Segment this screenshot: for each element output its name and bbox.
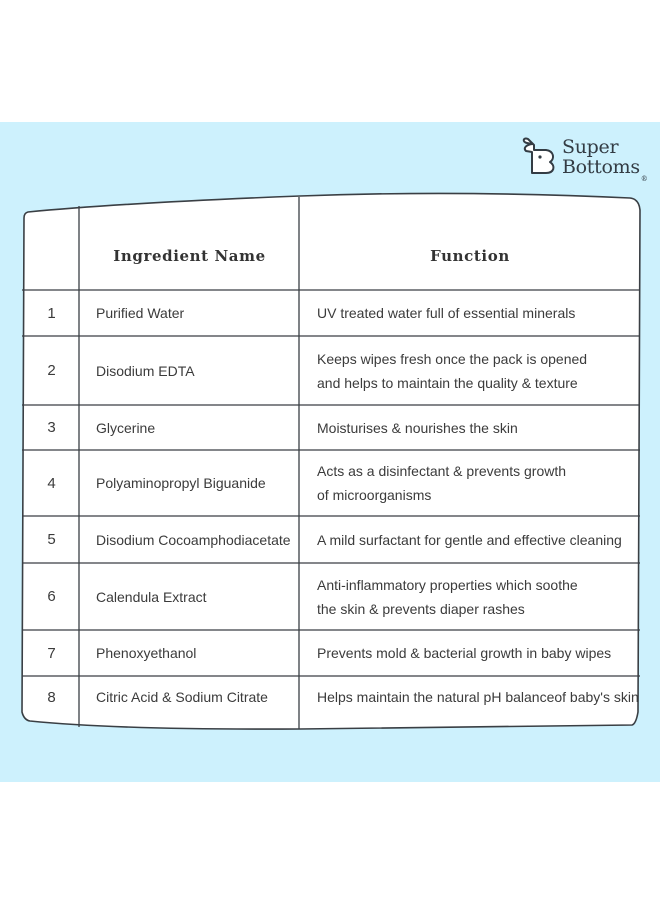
- ingredient-function: [300, 405, 640, 450]
- function-line: Prevents mold & bacterial growth in baby wipes: [317, 645, 612, 661]
- function-line: the skin & prevents diaper rashes: [317, 600, 525, 617]
- row-number: 5: [47, 531, 56, 548]
- brand-name-line2: Bottoms®: [562, 156, 648, 183]
- registered-mark: ®: [640, 175, 648, 183]
- function-line: Anti-inflammatory properties which soothe: [317, 576, 578, 593]
- ingredient-function: [300, 516, 640, 563]
- header-function: Function: [430, 247, 510, 265]
- brand-name-line1: Super: [562, 136, 619, 158]
- row-number: 8: [47, 688, 56, 706]
- ingredient-function: [300, 290, 640, 336]
- ingredient-name: Purified Water: [96, 305, 185, 321]
- ingredient-name: Phenoxyethanol: [96, 645, 197, 661]
- row-number: 3: [47, 419, 56, 436]
- function-line: A mild surfactant for gentle and effective cleaning: [317, 531, 622, 548]
- ingredient-name: Glycerine: [96, 419, 156, 436]
- ingredient-name: Calendula Extract: [96, 588, 207, 605]
- ingredient-function: [300, 563, 640, 630]
- row-number: 7: [47, 644, 56, 662]
- ingredient-function: [300, 336, 640, 405]
- ingredient-name: Disodium EDTA: [96, 362, 195, 379]
- ingredient-name: Citric Acid & Sodium Citrate: [96, 689, 268, 705]
- row-number: 6: [47, 588, 56, 605]
- header-number: [24, 210, 79, 290]
- ingredient-name: Disodium Cocoamphodiacetate: [96, 531, 291, 548]
- function-line: UV treated water full of essential minerals: [317, 305, 576, 321]
- ingredient-function: [300, 676, 657, 718]
- ingredient-name: Polyaminopropyl Biguanide: [96, 475, 266, 491]
- function-line: Acts as a disinfectant & prevents growth: [317, 463, 567, 479]
- function-line: Helps maintain the natural pH balanceof baby's skin: [317, 689, 639, 705]
- ingredient-function: [300, 450, 640, 516]
- row-number: 1: [47, 304, 56, 322]
- function-line: Moisturises & nourishes the skin: [317, 419, 518, 436]
- function-line: Keeps wipes fresh once the pack is opened: [317, 350, 588, 367]
- row-number: 4: [47, 474, 56, 492]
- header-ingredient-name: Ingredient Name: [113, 247, 266, 265]
- function-line: of microorganisms: [317, 487, 432, 503]
- ingredient-function: [300, 630, 640, 676]
- row-number: 2: [47, 362, 56, 379]
- function-line: and helps to maintain the quality & texture: [317, 374, 578, 391]
